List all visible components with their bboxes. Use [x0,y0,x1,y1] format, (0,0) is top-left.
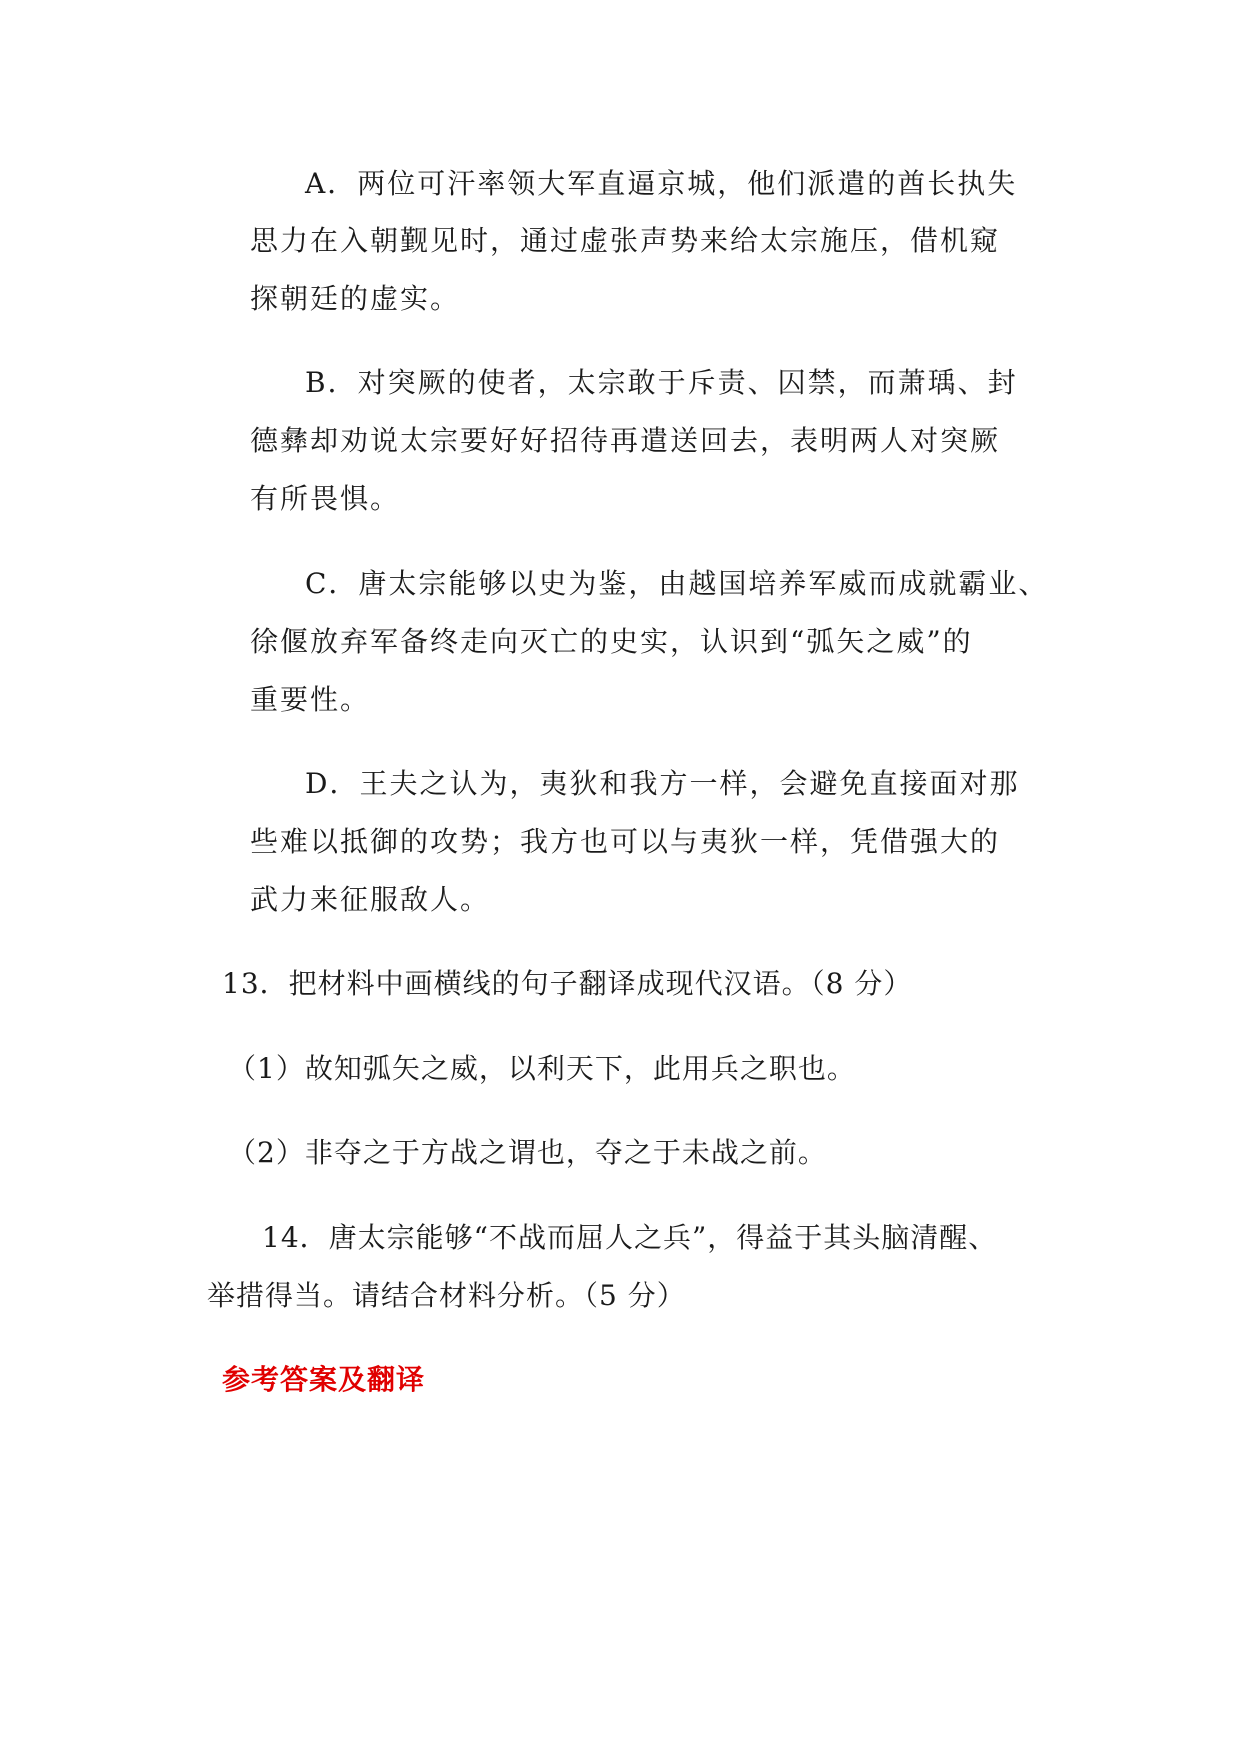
question-14-line-1: 14．唐太宗能够“不战而屈人之兵”，得益于其头脑清醒、 [262,1221,998,1254]
option-a-line-1: A．两位可汗率领大军直逼京城，他们派遣的酋长执失 [305,167,1018,200]
option-b-line-3: 有所畏惧。 [250,482,401,515]
option-c-line-1: C．唐太宗能够以史为鉴，由越国培养军威而成就霸业、 [305,567,1049,600]
option-a-line-2: 思力在入朝觐见时，通过虚张声势来给太宗施压，借机窥 [250,224,1001,257]
option-d-line-3: 武力来征服敌人。 [250,883,491,916]
option-a-line-3: 探朝廷的虚实。 [250,282,461,315]
option-b-line-1: B．对突厥的使者，太宗敢于斥责、囚禁，而萧瑀、封 [305,366,1018,399]
option-d-line-2: 些难以抵御的攻势；我方也可以与夷狄一样，凭借强大的 [250,825,1001,858]
answer-heading: 参考答案及翻译 [222,1363,426,1396]
question-13-item-1: （1）故知弧矢之威，以利天下，此用兵之职也。 [228,1052,856,1085]
question-13-title: 13．把材料中画横线的句子翻译成现代汉语。（8 分） [222,967,913,1000]
option-c-line-2: 徐偃放弃军备终走向灭亡的史实，认识到“弧矢之威”的 [250,625,973,658]
question-14-line-2: 举措得当。请结合材料分析。（5 分） [207,1279,686,1312]
option-c-line-3: 重要性。 [250,683,371,716]
option-b-line-2: 德彝却劝说太宗要好好招待再遣送回去，表明两人对突厥 [250,424,1001,457]
option-d-line-1: D．王夫之认为，夷狄和我方一样，会避免直接面对那 [305,767,1020,800]
question-13-item-2: （2）非夺之于方战之谓也，夺之于未战之前。 [228,1136,827,1169]
